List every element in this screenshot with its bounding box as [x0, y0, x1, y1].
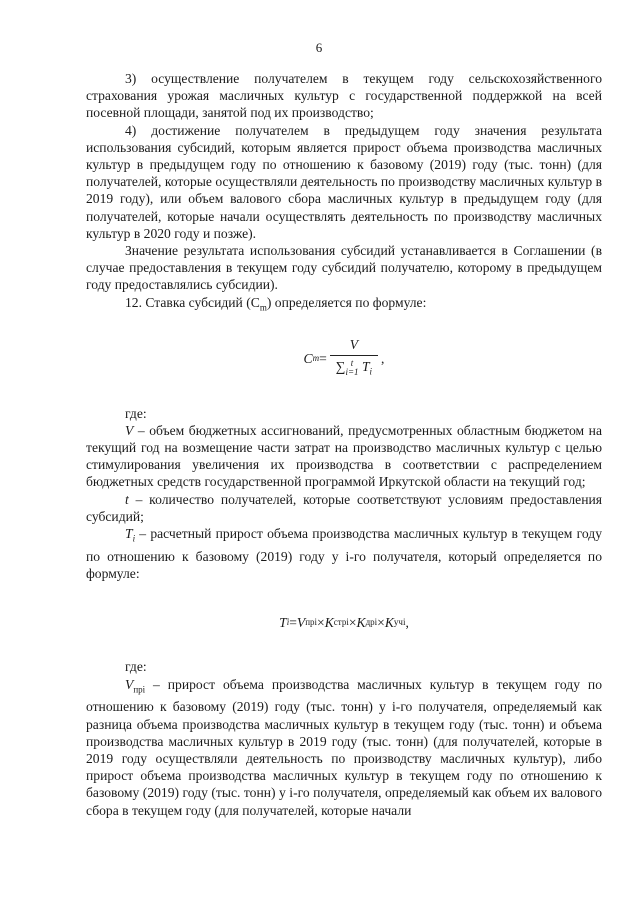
paragraph-item-12: 12. Ставка субсидий $(С_m)$ определяется по формуле: [125, 294, 427, 313]
definition-v: V – объем бюджетных ассигнований, предусмотренных областным бюджетом на текущий год на возмещение части затрат на производство масличных культур с целью стимулирования увеличения их производства в соответствии с распределением бюджетных средств государственной программой Иркутской области на текущий год; [86, 422, 602, 490]
definition-ti: $T_i$ – расчетный прирост объема производства масличных культур в текущем году по отношению к базовому (2019) году у i-го получателя, который определяется по формуле: [86, 525, 602, 582]
definition-t: t – количество получателей, которые соответствуют условиям предоставления субсидий; [86, 491, 602, 524]
where-label-2: где: [125, 659, 147, 675]
paragraph-item-3: 3) осуществление получателем в текущем году сельскохозяйственного страхования урожая масличных культур с государственной поддержкой на всей посевной площади, занятой под их производство; [86, 71, 602, 121]
definition-vpri: $V_{прi}$ – прирост объема производства масличных культур в текущем году по отношению к базовому (2019) году (тыс. тонн) у i-го получателя, определяемый как разница объема производства масличных культур в текущем году (тыс. тонн) и объема производства масличных культур в 2019 году (тыс. тонн) (для получателей, которые в 2019 году осуществляли деятельность по производству масличных культур), либо прирост объема производства масличных культур в текущем году по отношению к базовому (2019) году (тыс. тонн) у i-го получателя, определяемый как объем их валового сбора в текущем году (для получателей, которые начали [86, 676, 602, 818]
formula-subsidy-rate: C m = V ∑ t i=1 $T_i$ , [86, 325, 602, 393]
document-body [86, 70, 602, 819]
where-label-1: где: [125, 405, 147, 421]
paragraph-item-4: 4) достижение получателем в предыдущем году значения результата использования субсидий, которым является прирост объема производства масличных культур в предыдущем году по отношению к базовому (2019) году (тыс. тонн) (для получателей, которые осуществляли деятельность по производству масличных культур в 2019 году), или объем валового сбора масличных культур в предыдущем году (для получателей, которые начали осуществлять деятельность по производству масличных культур в 2020 году и позже). [86, 122, 602, 241]
paragraph-result-value: Значение результата использования субсидий устанавливается в Соглашении (в случае предоставления в текущем году субсидий получателю, которому в предыдущем году предоставлялись субсидии). [86, 243, 602, 293]
formula-fraction: V ∑ t i=1 $T_i$ [330, 336, 378, 381]
formula-growth: T i = V прi × K стрi × K дрi × K учi , [279, 614, 409, 630]
page-number: 6 [315, 40, 323, 55]
